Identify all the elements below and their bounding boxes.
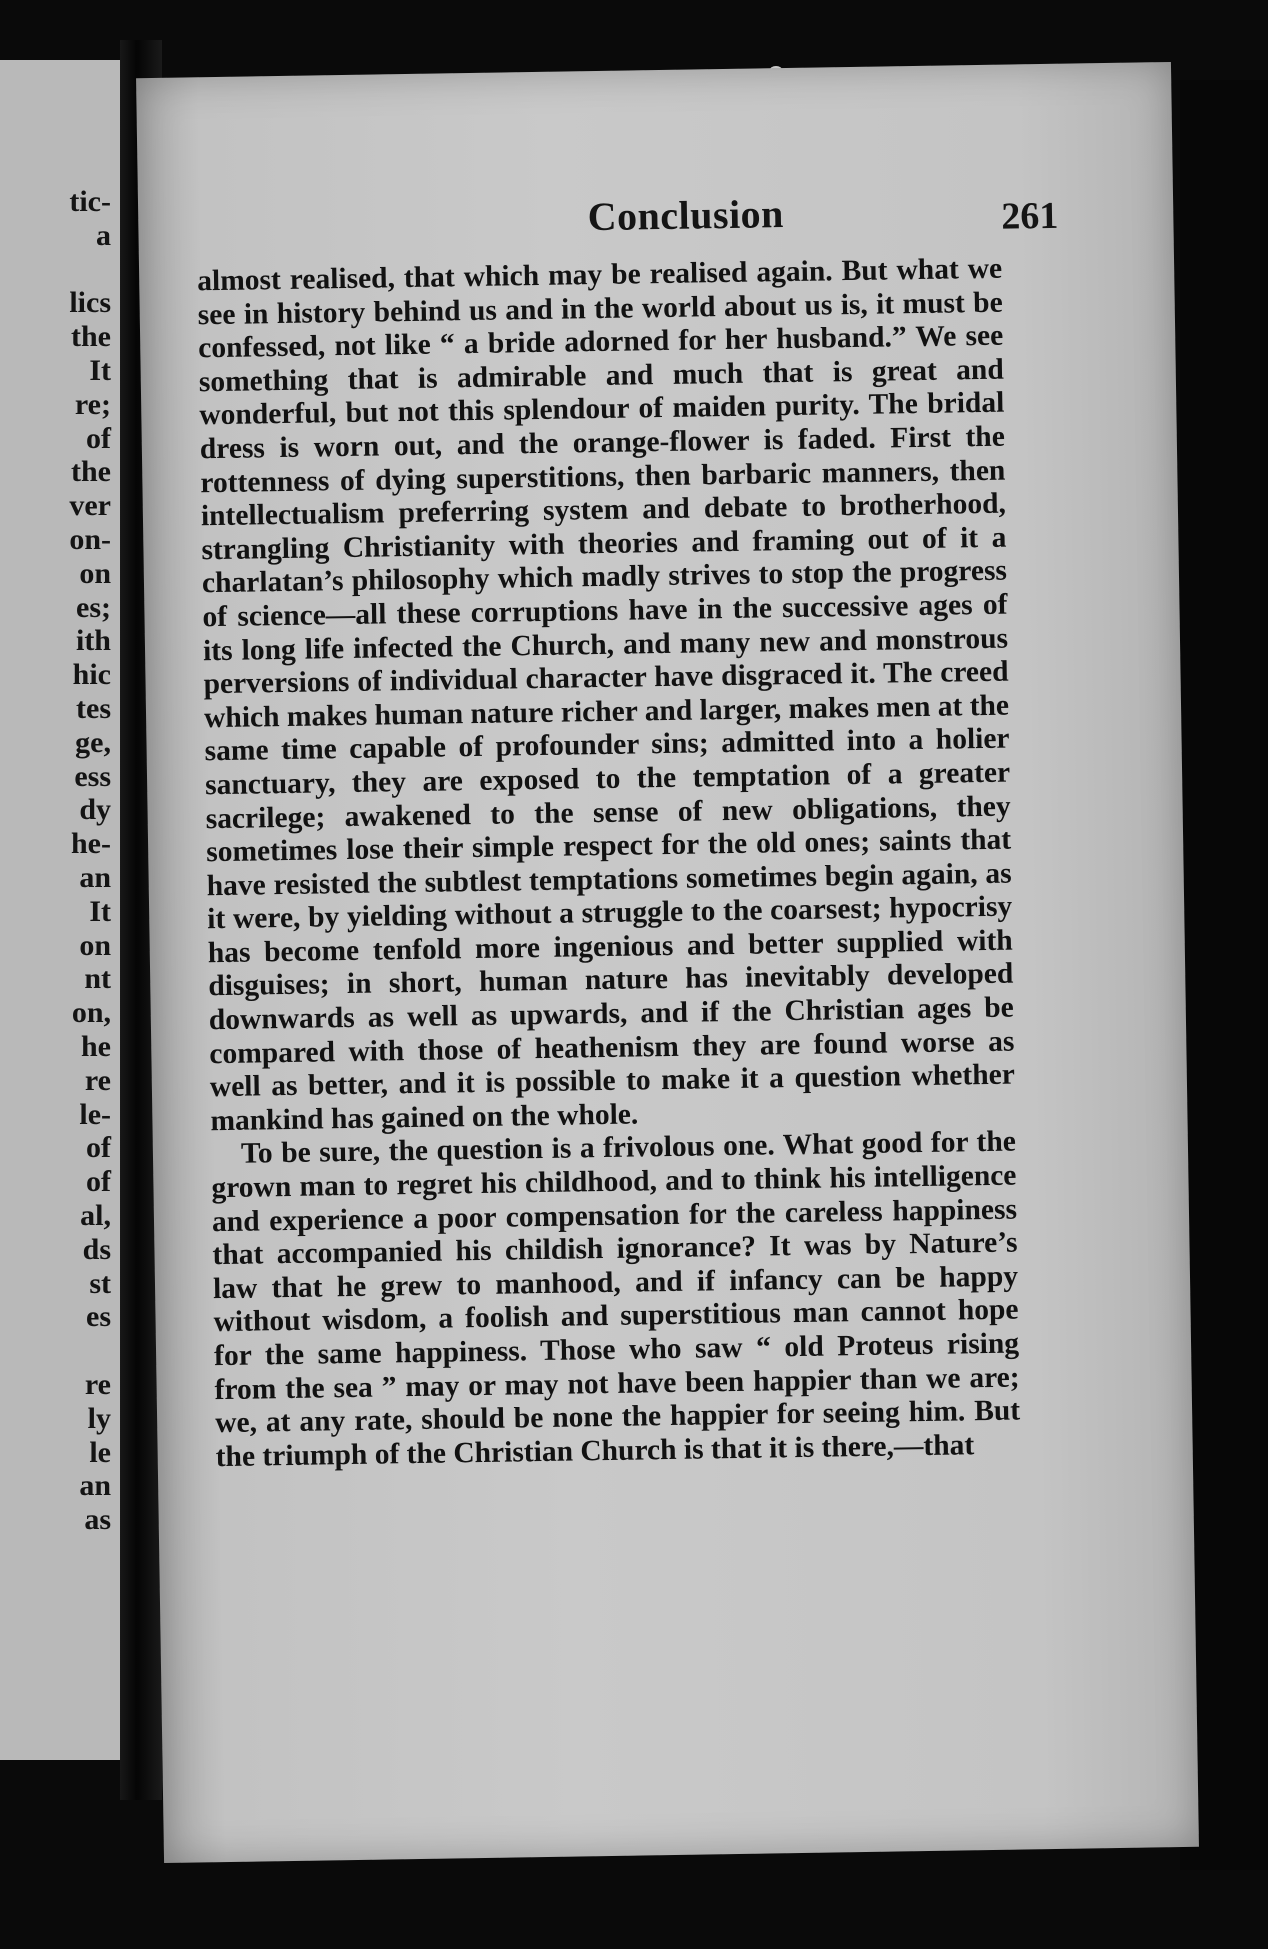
facing-page-word-fragment: le xyxy=(89,1435,111,1469)
facing-page-word-fragment: a xyxy=(96,218,111,252)
page-number: 261 xyxy=(1000,194,1059,238)
facing-page-word-fragment: lics xyxy=(69,286,111,320)
page-body xyxy=(197,253,1021,1475)
facing-page-word-fragment: es; xyxy=(76,590,111,624)
facing-page-word-fragment: ds xyxy=(82,1232,111,1266)
running-title: Conclusion xyxy=(587,191,785,240)
facing-page-word-fragment: al, xyxy=(80,1199,111,1232)
facing-page-word-fragment: on- xyxy=(69,523,111,556)
facing-page-word-fragment: ver xyxy=(69,489,111,523)
facing-page-word-fragment: on xyxy=(79,556,111,590)
paragraph: almost realised, that which may be realised again. But what we see in history behind us and in the world about us is, it must be confessed, not like “ a bride adorned for her husband.” We see something that is admirable and much that is great and wonderful, but not this splendour of maiden purity. The bridal dress is worn out, and the orange-flower is faded. First the rottenness of dying superstitions, then barbaric manners, then intellectualism preferring system and debate to brotherhood, strangling Christianity with theories and framing out of it a charlatan’s philosophy which madly strives to stop the progress of science—all these corruptions have in the successive ages of its long life infected the Church, and many new and monstrous perversions of individual character have disgraced it. The creed which makes human nature richer and larger, makes men at the same time capable of profounder sins; admitted into a holier sanctuary, they are exposed to the temptation of a greater sacrilege; awakened to the sense of new obligations, they sometimes lose their simple respect for the old ones; saints that have resisted the subtlest temptations sometimes begin again, as it were, by yielding without a struggle to the coarsest; hypocrisy has become tenfold more ingenious and better supplied with disguises; in short, human nature has inevitably developed downwards as well as upwards, and if the Christian ages be compared with those of heathenism they are found worse as well as better, and it is possible to make it a question whether mankind has gained on the whole. xyxy=(196,252,1016,1138)
facing-page-word-fragment: ge, xyxy=(75,725,111,759)
facing-page-word-fragment: dy xyxy=(79,793,111,827)
facing-page-word-fragment: re xyxy=(84,1063,111,1097)
facing-page-word-fragment: ith xyxy=(75,624,111,658)
facing-page-word-fragment: It xyxy=(89,354,111,387)
page-header xyxy=(138,184,1174,260)
facing-page-word-fragment: nt xyxy=(84,962,111,996)
facing-page-word-fragment: of xyxy=(86,421,111,455)
facing-page-word-fragment: tes xyxy=(76,692,111,725)
facing-page-word-fragment: of xyxy=(86,1131,111,1165)
facing-page-word-fragment: he- xyxy=(71,827,111,861)
facing-page-word-fragment: tic- xyxy=(69,185,111,218)
facing-page-word-fragment: he xyxy=(81,1030,111,1063)
facing-page-word-fragment: ly xyxy=(87,1401,111,1435)
facing-page-word-fragment: an xyxy=(79,1469,111,1503)
facing-page-word-fragment: on xyxy=(79,928,111,962)
facing-page-word-fragment: of xyxy=(86,1165,111,1199)
facing-page-word-fragment: hic xyxy=(72,658,111,692)
paragraph: To be sure, the question is a frivolous one. What good for the grown man to regret his childhood, and to think his intelligence and experience a poor compensation for the careless happiness that accompanied his childish ignorance? It was by Nature’s law that he grew to manhood, and if infancy can be happy without wisdom, a foolish and superstitious man cannot hope for the same happiness. Those who saw “ old Proteus rising from the sea ” may or may not have been happier than we are; we, at any rate, should be none the happier for seeing him. But the triumph of the Christian Church is that it is there,—that xyxy=(211,1125,1021,1473)
facing-page-word-fragment: as xyxy=(84,1503,111,1537)
facing-page-word-fragment: le- xyxy=(79,1097,111,1131)
facing-page-word-fragment: re xyxy=(84,1368,111,1401)
facing-page-word-fragment: It xyxy=(89,894,111,928)
facing-page-word-fragment: es xyxy=(86,1300,111,1334)
facing-page-word-fragment: ess xyxy=(74,759,111,793)
facing-page-word-fragment: an xyxy=(79,861,111,894)
facing-page-fragment xyxy=(0,60,125,1760)
facing-page-word-fragment: on, xyxy=(71,996,111,1030)
facing-page-word-fragment: st xyxy=(89,1266,111,1300)
facing-page-word-fragment: re; xyxy=(74,387,111,421)
facing-page-word-fragment: the xyxy=(71,455,111,489)
book-page xyxy=(136,62,1199,1863)
facing-page-word-fragment: the xyxy=(71,320,111,354)
